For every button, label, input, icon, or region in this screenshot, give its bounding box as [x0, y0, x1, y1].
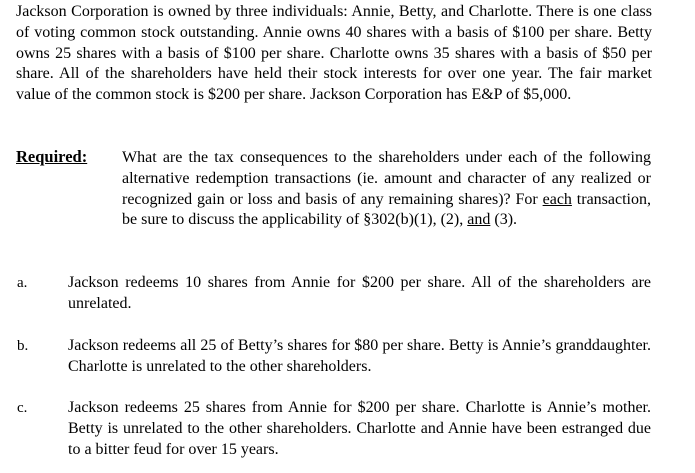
item-b-text: Jackson redeems all 25 of Betty’s shares for $80 per share. Betty is Annie’s granddaughter. Charlotte is unrelated to the other shareholders. [68, 337, 651, 375]
required-text-part3: (3). [490, 211, 518, 229]
item-a-text: Jackson redeems 10 shares from Annie for $200 per share. All of the shareholders are unrelated. [68, 274, 651, 312]
required-text-each: each [542, 190, 572, 208]
item-c-letter: c. [17, 400, 28, 416]
required-instructions [122, 148, 651, 231]
item-a-letter: a. [17, 275, 28, 291]
required-text-part1: What are the tax consequences to the shareholders under each of the following alternative redemption transactions (ie. amount and character of any realized or recognized gain or loss and basis of any remaining shares)? For [122, 149, 651, 208]
intro-paragraph: Jackson Corporation is owned by three individuals: Annie, Betty, and Charlotte. There is one class of voting common stock outstanding. Annie owns 40 shares with a basis of $100 per share. Betty owns 25 shares with a basis of $100 per share. Charlotte owns 35 shares with a basis of $50 per share. All of the shareholders have held their stock interests for over one year. The fair market value of the common stock is $200 per share. Jackson Corporation has E&P of $5,000. [16, 3, 652, 104]
required-text-part2: transaction, be sure to discuss the applicability of §302(b)(1), (2), [122, 190, 651, 229]
item-b-letter: b. [17, 338, 29, 354]
required-text-and: and [467, 211, 491, 229]
item-c-text: Jackson redeems 25 shares from Annie for $200 per share. Charlotte is Annie’s mother. Betty is unrelated to the other shareholders. Charlotte and Annie have been estranged due to a bitter feud for over 15 years. [68, 399, 651, 458]
required-label: Required: [16, 147, 88, 166]
